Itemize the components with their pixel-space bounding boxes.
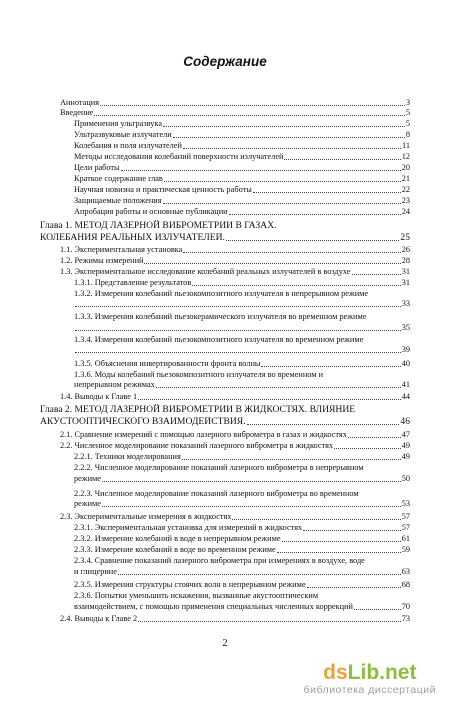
toc-page-number: 5	[405, 108, 410, 117]
toc-entry-line: 2.2.2. Численное моделирование показаний лазерного виброметра в непрерывном	[74, 463, 364, 472]
toc-entry-row	[74, 534, 410, 544]
toc-page-number: 21	[401, 174, 410, 183]
toc-entry-title: АКУСТООПТИЧЕСКОГО ВЗАИМОДЕЙСТВИЯ.	[40, 417, 246, 427]
toc-leader-dots	[75, 352, 401, 353]
toc-page-number: 31	[401, 267, 410, 276]
toc-page-number: 22	[401, 185, 410, 194]
toc-leader-dots	[163, 203, 401, 204]
toc-page-number: 47	[401, 430, 410, 439]
watermark-logo: dsLib.net	[323, 661, 417, 684]
toc-entry-row	[60, 441, 410, 451]
toc-leader-dots	[334, 448, 401, 449]
page-title: Содержание	[183, 54, 267, 69]
toc-leader-dots	[144, 263, 400, 264]
toc-entry-row	[74, 602, 410, 612]
toc-leader-dots	[163, 126, 405, 127]
toc-page-number: 68	[401, 580, 410, 589]
toc-leader-dots	[75, 330, 401, 331]
toc-page-number: 3	[405, 98, 410, 107]
toc-entry-row	[60, 430, 410, 440]
toc-entry-title: 2.2. Численное моделирование показаний лазерного виброметра в жидкостях	[60, 441, 334, 450]
watermark-subtitle: библиотека диссертаций	[303, 684, 436, 696]
toc-entry-row	[74, 130, 410, 140]
toc-entry-title: 2.1. Сравнение измерений с помощью лазерного виброметра в газах и жидкостях	[60, 430, 347, 439]
toc-entry-row	[74, 499, 410, 509]
toc-page-number: 57	[401, 523, 410, 532]
toc-entry-line: 1.3.2. Измерения колебаний пьезокомпозитного излучателя в непрерывном режиме	[74, 289, 369, 298]
toc-leader-dots	[253, 192, 401, 193]
toc-leader-dots	[102, 506, 401, 507]
toc-entry-title: и глицерине	[74, 567, 117, 576]
toc-entry-row	[74, 185, 410, 195]
toc-entry-row	[74, 119, 410, 129]
toc-entry-title: непрерывном режимах	[74, 380, 155, 389]
toc-leader-dots	[354, 609, 401, 610]
toc-leader-dots	[94, 115, 404, 116]
toc-entry-title: Апробация работы и основные публикации	[74, 207, 228, 216]
toc-entry-row	[74, 152, 410, 162]
toc-entry-row	[74, 567, 410, 577]
toc-entry-line: 2.3.4. Сравнение показаний лазерного виброметра при измерениях в воздухе, воде	[74, 556, 365, 565]
toc-page-number: 40	[401, 359, 410, 368]
toc-page-number: 70	[401, 602, 410, 611]
toc-entry-row	[60, 98, 410, 108]
toc-page-number: 49	[401, 452, 410, 461]
toc-entry-row	[60, 108, 410, 118]
toc-entry-row	[40, 417, 410, 427]
toc-page-number: 24	[401, 207, 410, 216]
toc-page-number: 5	[405, 119, 410, 128]
toc-entry-row	[74, 141, 410, 151]
toc-page-number: 33	[401, 299, 410, 308]
toc-entry-title: 1.3.1. Представление результатов	[74, 278, 192, 287]
toc-entry-title: Применения ультразвука	[74, 119, 163, 128]
toc-entry-row	[74, 580, 410, 590]
toc-page-number: 35	[401, 323, 410, 332]
toc-entry-title: Научная новизна и практическая ценность работы	[74, 185, 252, 194]
toc-entry-row	[60, 245, 410, 255]
toc-page-number: 46	[400, 416, 410, 427]
toc-entry-line: 1.3.4. Измерения колебаний пьезокомпозитного излучателя во временном режиме	[74, 335, 364, 344]
toc-page-number: 20	[401, 163, 410, 172]
toc-leader-dots	[164, 181, 401, 182]
toc-entry-line: 2.3.6. Попытки уменьшить искажения, вызванные акустооптическим	[74, 591, 319, 600]
toc-leader-dots	[284, 159, 400, 160]
toc-entry-title: 2.3.1. Экспериментальная установка для измерений в жидкостях	[74, 523, 303, 532]
toc-page-number: 41	[401, 380, 410, 389]
toc-leader-dots	[232, 519, 400, 520]
toc-page-number: 28	[401, 256, 410, 265]
watermark	[304, 662, 436, 696]
toc-entry-row	[60, 256, 410, 266]
toc-page-number: 49	[401, 441, 410, 450]
toc-page-number: 73	[401, 614, 410, 623]
toc-entry-title: Защищаемые положения	[74, 196, 162, 205]
toc-page-number: 63	[401, 567, 410, 576]
toc-entry-title: 2.3.3. Измерение колебаний в воде во временном режиме	[74, 545, 276, 554]
toc-entry-line: 2.2.3. Численное моделирование показаний лазерного виброметра во временном	[74, 489, 359, 498]
toc-leader-dots	[226, 240, 399, 241]
toc-entry-title: 2.3. Экспериментальные измерения в жидкостях	[60, 512, 232, 521]
toc-leader-dots	[247, 424, 400, 425]
toc-entry-title: 1.4. Выводы к Главе 1	[60, 392, 138, 401]
toc-leader-dots	[183, 252, 400, 253]
toc-page-number: 26	[401, 245, 410, 254]
toc-entry-row	[74, 207, 410, 217]
toc-leader-dots	[121, 170, 401, 171]
toc-entry-title: режиме	[74, 499, 101, 508]
toc-page-number: 11	[402, 141, 410, 150]
toc-entry-row	[74, 545, 410, 555]
toc-entry-title: Методы исследования колебаний поверхности излучателей	[74, 152, 284, 161]
toc-leader-dots	[277, 552, 401, 553]
toc-entry-title: 2.4. Выводы к Главе 2	[60, 614, 138, 623]
toc-entry-row	[60, 512, 410, 522]
toc-entry-row	[40, 233, 410, 243]
toc-entry-row	[74, 174, 410, 184]
toc-leader-dots	[352, 274, 401, 275]
toc-entry-row	[74, 196, 410, 206]
toc-entry-row	[74, 299, 410, 309]
toc-entry-title: 2.3.5. Измерения структуры стоячих волн в непрерывном режиме	[74, 580, 306, 589]
toc-leader-dots	[173, 137, 405, 138]
toc-entry-row	[74, 323, 410, 333]
toc-entry-title: 1.3. Экспериментальное исследование колебаний реальных излучателей в воздухе	[60, 267, 351, 276]
toc-entry-title: Введение	[60, 108, 94, 117]
toc-entry-title: 1.3.5. Объяснения инвертированности фронта волны	[74, 359, 261, 368]
toc-entry-row	[74, 452, 410, 462]
toc-entry-row	[60, 267, 410, 277]
toc-entry-title: 2.3.2. Измерение колебаний в воде в непрерывном режиме	[74, 534, 281, 543]
toc-page-number: 57	[401, 512, 410, 521]
toc-leader-dots	[282, 541, 401, 542]
toc-page-number: 53	[401, 499, 410, 508]
toc-entry-row	[60, 392, 410, 402]
toc-leader-dots	[138, 621, 401, 622]
toc-entry-title: Ультразвуковые излучатели	[74, 130, 172, 139]
toc-page-number: 23	[401, 196, 410, 205]
toc-entry-line: Глава 2. МЕТОД ЛАЗЕРНОЙ ВИБРОМЕТРИИ В ЖИДКОСТЯХ. ВЛИЯНИЕ	[40, 404, 356, 415]
toc-entry-line: 1.3.6. Моды колебаний пьезокомпозитного излучателя во временном и	[74, 370, 324, 379]
toc-entry-row	[74, 380, 410, 390]
toc-entry-row	[74, 278, 410, 288]
toc-entry-row	[74, 523, 410, 533]
toc-leader-dots	[229, 214, 401, 215]
toc-page-number: 25	[400, 232, 410, 243]
toc-page-number: 44	[401, 392, 410, 401]
toc-leader-dots	[183, 148, 401, 149]
toc-leader-dots	[118, 574, 401, 575]
toc-leader-dots	[192, 285, 400, 286]
toc-leader-dots	[102, 481, 401, 482]
toc-leader-dots	[75, 306, 401, 307]
toc-leader-dots	[182, 459, 401, 460]
toc-entry-title: режиме	[74, 474, 101, 483]
toc-entry-title: Аннотация	[60, 98, 100, 107]
toc-entry-title: Цели работы	[74, 163, 120, 172]
toc-leader-dots	[348, 437, 401, 438]
toc-leader-dots	[303, 530, 401, 531]
toc-entry-row	[60, 614, 410, 624]
toc-page-number: 8	[405, 130, 410, 139]
toc-entry-title: 1.2. Режимы измерений	[60, 256, 144, 265]
toc-entry-title: 1.1. Экспериментальная установка	[60, 245, 183, 254]
toc-entry-row	[74, 474, 410, 484]
toc-entry-line: 1.3.3. Измерения колебаний пьезокерамического излучателя во временном режиме	[74, 312, 367, 321]
toc-page-number: 50	[401, 474, 410, 483]
toc-page-number: 59	[401, 545, 410, 554]
toc-entry-title: Колебания и поля излучателей	[74, 141, 182, 150]
toc-entry-title: Краткое содержание глав	[74, 174, 163, 183]
toc-entry-title: КОЛЕБАНИЯ РЕАЛЬНЫХ ИЗЛУЧАТЕЛЕЙ.	[40, 233, 225, 243]
toc-leader-dots	[156, 387, 401, 388]
toc-leader-dots	[307, 587, 401, 588]
toc-page-number: 31	[401, 278, 410, 287]
toc-page-number: 12	[401, 152, 410, 161]
toc-entry-row	[74, 359, 410, 369]
page-number: 2	[222, 638, 228, 649]
toc-page-number: 61	[401, 534, 410, 543]
toc-leader-dots	[138, 399, 401, 400]
toc-entry-title: взаимодействием, с помощью применения специальных численных коррекций	[74, 602, 353, 611]
toc-entry-line: Глава 1. МЕТОД ЛАЗЕРНОЙ ВИБРОМЕТРИИ В ГАЗАХ.	[40, 220, 277, 231]
toc-entry-title: 2.2.1. Техники моделирования	[74, 452, 181, 461]
toc-leader-dots	[100, 105, 405, 106]
toc-leader-dots	[261, 366, 400, 367]
toc-page-number: 39	[401, 345, 410, 354]
toc-entry-row	[74, 163, 410, 173]
toc-entry-row	[74, 345, 410, 355]
